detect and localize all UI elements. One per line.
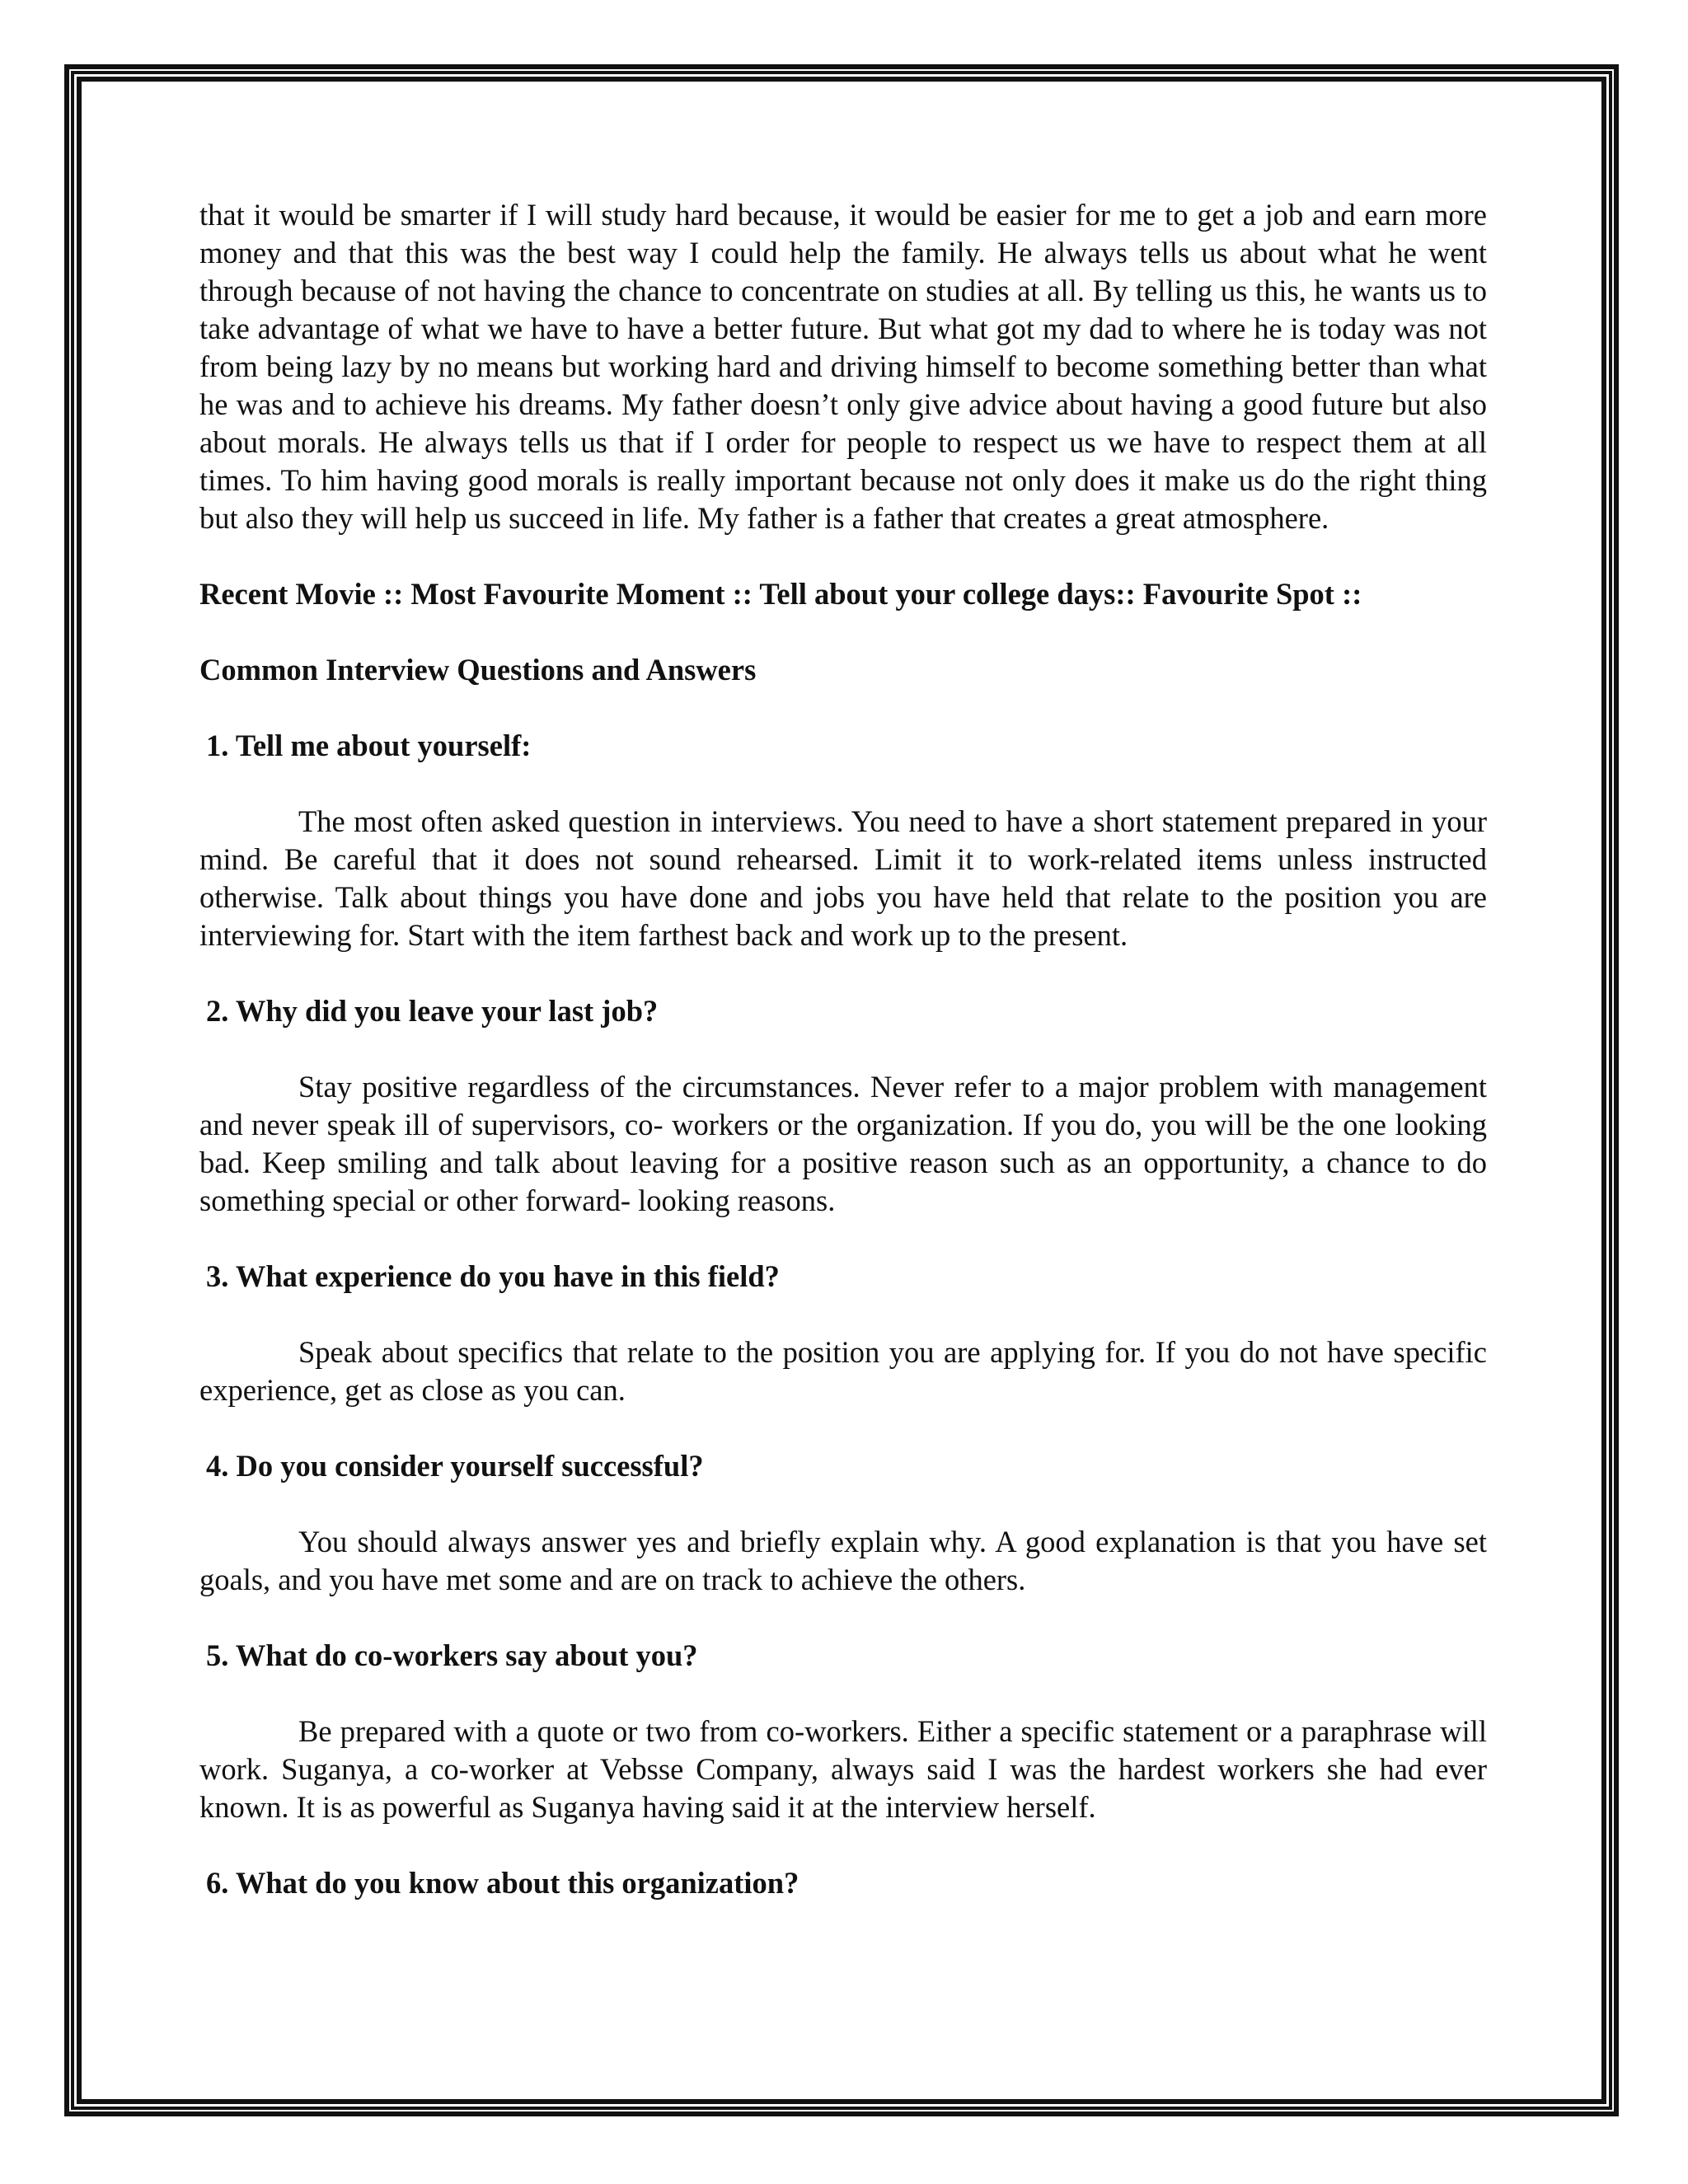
question-5: 5. What do co-workers say about you? bbox=[206, 1638, 698, 1672]
related-topics-links[interactable]: Recent Movie :: Most Favourite Moment :: Tell about your college days:: Favourite Spot :: bbox=[199, 577, 1362, 611]
answer-1: The most often asked question in interviews. You need to have a short statement prepared in your mind. Be careful that it does not sound rehearsed. Limit it to work-related items unless instructed otherwise. Talk about things you have done and jobs you have held that relate to the position you are interviewing for. Start with the item farthest back and work up to the present. bbox=[199, 804, 1487, 952]
question-2: 2. Why did you leave your last job? bbox=[206, 994, 659, 1028]
question-4: 4. Do you consider yourself successful? bbox=[206, 1449, 704, 1483]
answer-3: Speak about specifics that relate to the position you are applying for. If you do not have specific experience, get as close as you can. bbox=[199, 1335, 1487, 1407]
answer-4: You should always answer yes and briefly explain why. A good explanation is that you have set goals, and you have met some and are on track to achieve the others. bbox=[199, 1525, 1487, 1596]
question-3: 3. What experience do you have in this field? bbox=[206, 1259, 780, 1293]
section-heading: Common Interview Questions and Answers bbox=[199, 653, 757, 687]
intro-paragraph: that it would be smarter if I will study hard because, it would be easier for me to get a job and earn more money and that this was the best way I could help the family. He always tells us about what he went through because of not having the chance to concentrate on studies at all. By telling us this, he wants us to take advantage of what we have to have a better future. But what got my dad to where he is today was not from being lazy by no means but working hard and driving himself to become something better than what he was and to achieve his dreams. My father doesn’t only give advice about having a good future but also about morals. He always tells us that if I order for people to respect us we have to respect them at all times. To him having good morals is really important because not only does it make us do the right thing but also they will help us succeed in life. My father is a father that creates a great atmosphere. bbox=[199, 198, 1487, 535]
question-6: 6. What do you know about this organization? bbox=[206, 1866, 799, 1900]
question-1: 1. Tell me about yourself: bbox=[206, 729, 532, 762]
answer-2: Stay positive regardless of the circumstances. Never refer to a major problem with management and never speak ill of supervisors, co- workers or the organization. If you do, you will be the one looking bad. Keep smiling and talk about leaving for a positive reason such as an opportunity, a chance to do something special or other forward- looking reasons. bbox=[199, 1070, 1487, 1217]
document-body bbox=[199, 196, 1487, 1902]
answer-5: Be prepared with a quote or two from co-workers. Either a specific statement or a paraphrase will work. Suganya, a co-worker at Vebsse Company, always said I was the hardest workers she had ever known. It is as powerful as Suganya having said it at the interview herself. bbox=[199, 1714, 1487, 1824]
